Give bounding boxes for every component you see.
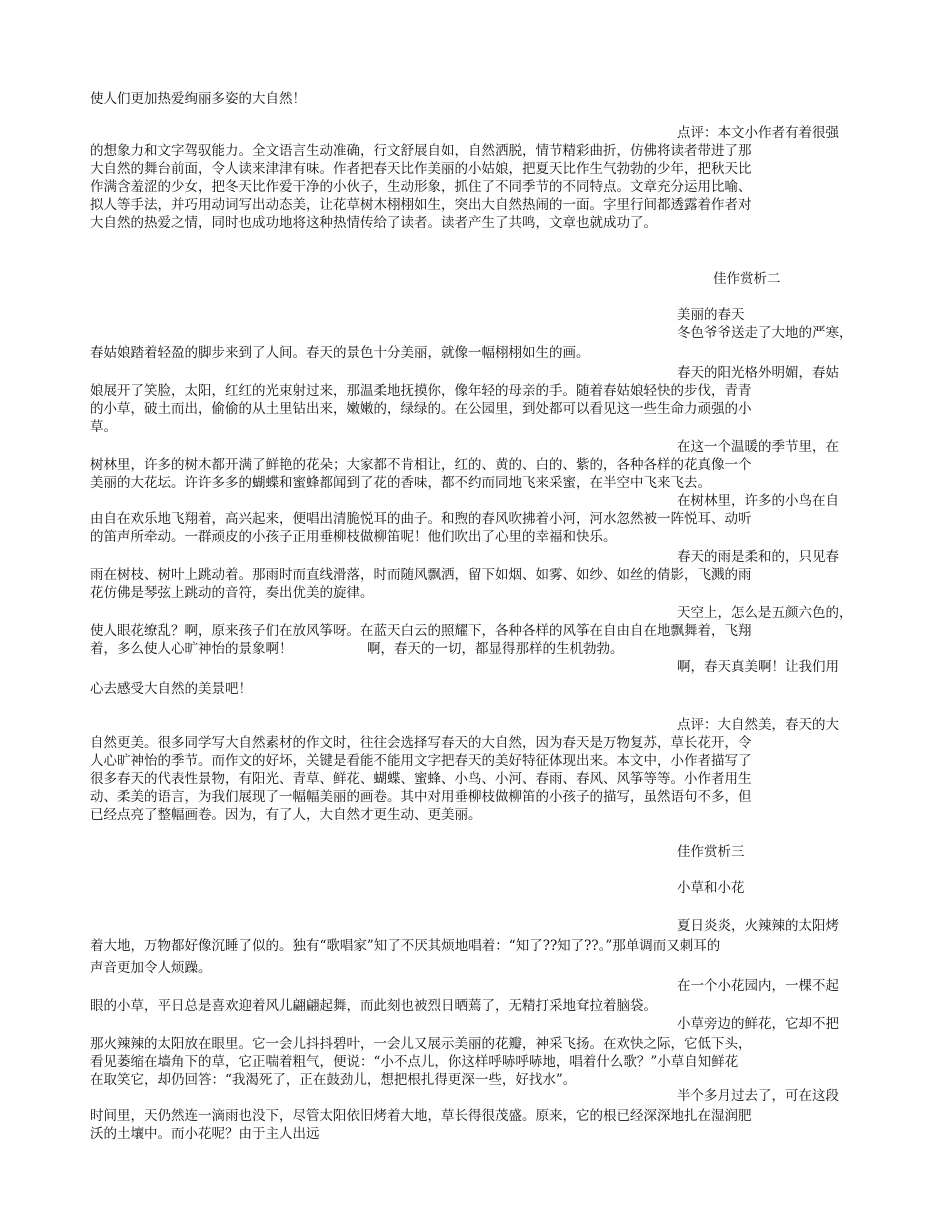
- paragraph-line: 小草旁边的鲜花，它却不把: [677, 1016, 839, 1032]
- paragraph-line: 树林里，许多的树木都开满了鲜艳的花朵；大家都不肯相让，红的、黄的、白的、紫的，各种各样的花真像一个: [90, 457, 752, 473]
- paragraph-line: 在这一个温暖的季节里，在: [677, 439, 839, 455]
- paragraph-line: 花仿佛是琴弦上跳动的音符，奏出优美的旋律。: [90, 585, 374, 601]
- paragraph-line: 由自在欢乐地飞翔着，高兴起来，便唱出清脆悦耳的曲子。和煦的春风吹拂着小河，河水忽然被一阵悦耳、动听: [90, 511, 752, 527]
- essay-title: 美丽的春天: [677, 307, 745, 323]
- paragraph-line: 啊，春天真美啊！让我们用: [677, 659, 839, 675]
- comment-line: 的想象力和文字驾驭能力。全文语言生动准确，行文舒展自如，自然洒脱，情节精彩曲折，仿佛将读者带进了那: [90, 143, 752, 159]
- paragraph-line: 声音更加令人烦躁。: [90, 960, 212, 976]
- paragraph-line: 雨在树枝、树叶上跳动着。那雨时而直线滑落，时而随风飘洒，留下如烟、如雾、如纱、如丝的倩影，飞溅的雨: [90, 567, 752, 583]
- paragraph-line: 美丽的大花坛。许许多多的蝴蝶和蜜蜂都闻到了花的香味，都不约而同地飞来采蜜，在半空中飞来飞去。: [90, 475, 711, 491]
- comment-line: 作满含羞涩的少女，把冬天比作爱干净的小伙子，生动形象，抓住了不同季节的不同特点。文章充分运用比喻、: [90, 179, 752, 195]
- paragraph-line: 天空上，怎么是五颜六色的，: [677, 605, 853, 621]
- paragraph-line: 草。: [90, 419, 117, 435]
- paragraph-line: 在树林里，许多的小鸟在自: [677, 493, 839, 509]
- paragraph-line: 春天的雨是柔和的，只见春: [677, 549, 839, 565]
- essay-title: 小草和小花: [677, 880, 745, 896]
- paragraph-line: 半个多月过去了，可在这段: [677, 1088, 839, 1104]
- paragraph-line: 冬色爷爷送走了大地的严寒，: [677, 325, 853, 341]
- comment-line: 自然更美。很多同学写大自然素材的作文时，往往会选择写春天的大自然，因为春天是万物复苏，草长花开，令: [90, 735, 752, 751]
- paragraph-line: 春姑娘踏着轻盈的脚步来到了人间。春天的景色十分美丽，就像一幅栩栩如生的画。: [90, 345, 590, 361]
- comment-line: 动、柔美的语言，为我们展现了一幅幅美丽的画卷。其中对用垂柳枝做柳笛的小孩子的描写，虽然语句不多，但: [90, 789, 752, 805]
- comment-line: 已经点亮了整幅画卷。因为，有了人，大自然才更生动、更美丽。: [90, 807, 482, 823]
- intro-line: 使人们更加热爱绚丽多姿的大自然！: [90, 91, 306, 107]
- paragraph-line: 眼的小草，平日总是喜欢迎着风儿翩翩起舞，而此刻也被烈日晒蔫了，无精打采地耷拉着脑袋。: [90, 998, 657, 1014]
- paragraph-line: 那火辣辣的太阳放在眼里。它一会儿抖抖碧叶，一会儿又展示美丽的花瓣，神采飞扬。在欢快之际，它低下头，: [90, 1036, 752, 1052]
- paragraph-line: 的小草，破土而出，偷偷的从土里钻出来，嫩嫩的，绿绿的。在公园里，到处都可以看见这一些生命力顽强的小: [90, 401, 752, 417]
- paragraph-line: 沃的土壤中。而小花呢？由于主人出远: [90, 1126, 320, 1142]
- paragraph-line: 啊，春天的一切，都显得那样的生机勃勃。: [367, 641, 624, 657]
- paragraph-line: 在一个小花园内，一棵不起: [677, 978, 839, 994]
- paragraph-line: 夏日炎炎，火辣辣的太阳烤: [677, 918, 839, 934]
- paragraph-line: 着大地，万物都好像沉睡了似的。独有“歌唱家”知了不厌其烦地唱着：“知了??知了??。”那单调而又刺耳的: [90, 938, 721, 954]
- comment-line: 拟人等手法，并巧用动词写出动态美，让花草树木栩栩如生，突出大自然热闹的一面。字里行间都透露着作者对: [90, 197, 752, 213]
- paragraph-line: 娘展开了笑脸，太阳，红红的光束射过来，那温柔地抚摸你，像年轻的母亲的手。随着春姑娘轻快的步伐，青青: [90, 383, 752, 399]
- comment-line: 人心旷神怡的季节。而作文的好坏，关键是看能不能用文字把春天的美好特征体现出来。本文中，小作者描写了: [90, 753, 752, 769]
- paragraph-line: 着，多么使人心旷神怡的景象啊！: [90, 641, 293, 657]
- paragraph-line: 心去感受大自然的美景吧！: [90, 681, 252, 697]
- paragraph-line: 在取笑它，却仍回答：“我渴死了，正在鼓劲儿，想把根扎得更深一些，好找水”。: [90, 1072, 577, 1088]
- paragraph-line: 使人眼花缭乱？啊，原来孩子们在放风筝呀。在蓝天白云的照耀下，各种各样的风筝在自由自在地飘舞着，飞翔: [90, 623, 752, 639]
- section-heading: 佳作赏析二: [713, 271, 781, 287]
- comment-line: 大自然的热爱之情，同时也成功地将这种热情传给了读者。读者产生了共鸣，文章也就成功了。: [90, 215, 657, 231]
- paragraph-line: 春天的阳光格外明媚，春姑: [677, 365, 839, 381]
- comment-line: 点评：本文小作者有着很强: [677, 125, 839, 141]
- comment-line: 很多春天的代表性景物，有阳光、青草、鲜花、蝴蝶、蜜蜂、小鸟、小河、春雨、春风、风筝等等。小作者用生: [90, 771, 752, 787]
- paragraph-line: 时间里，天仍然连一滴雨也没下，尽管太阳依旧烤着大地，草长得很茂盛。原来，它的根已经深深地扎在湿润肥: [90, 1108, 752, 1124]
- section-heading: 佳作赏析三: [677, 844, 745, 860]
- paragraph-line: 看见萎缩在墙角下的草，它正喘着粗气，便说：“小不点儿，你这样呼哧呼哧地，唱着什么歌？”小草自知鲜花: [90, 1054, 739, 1070]
- paragraph-line: 的笛声所牵动。一群顽皮的小孩子正用垂柳枝做柳笛呢！他们吹出了心里的幸福和快乐。: [90, 529, 617, 545]
- comment-line: 点评：大自然美，春天的大: [677, 717, 839, 733]
- comment-line: 大自然的舞台前面，令人读来津津有味。作者把春天比作美丽的小姑娘，把夏天比作生气勃勃的少年，把秋天比: [90, 161, 752, 177]
